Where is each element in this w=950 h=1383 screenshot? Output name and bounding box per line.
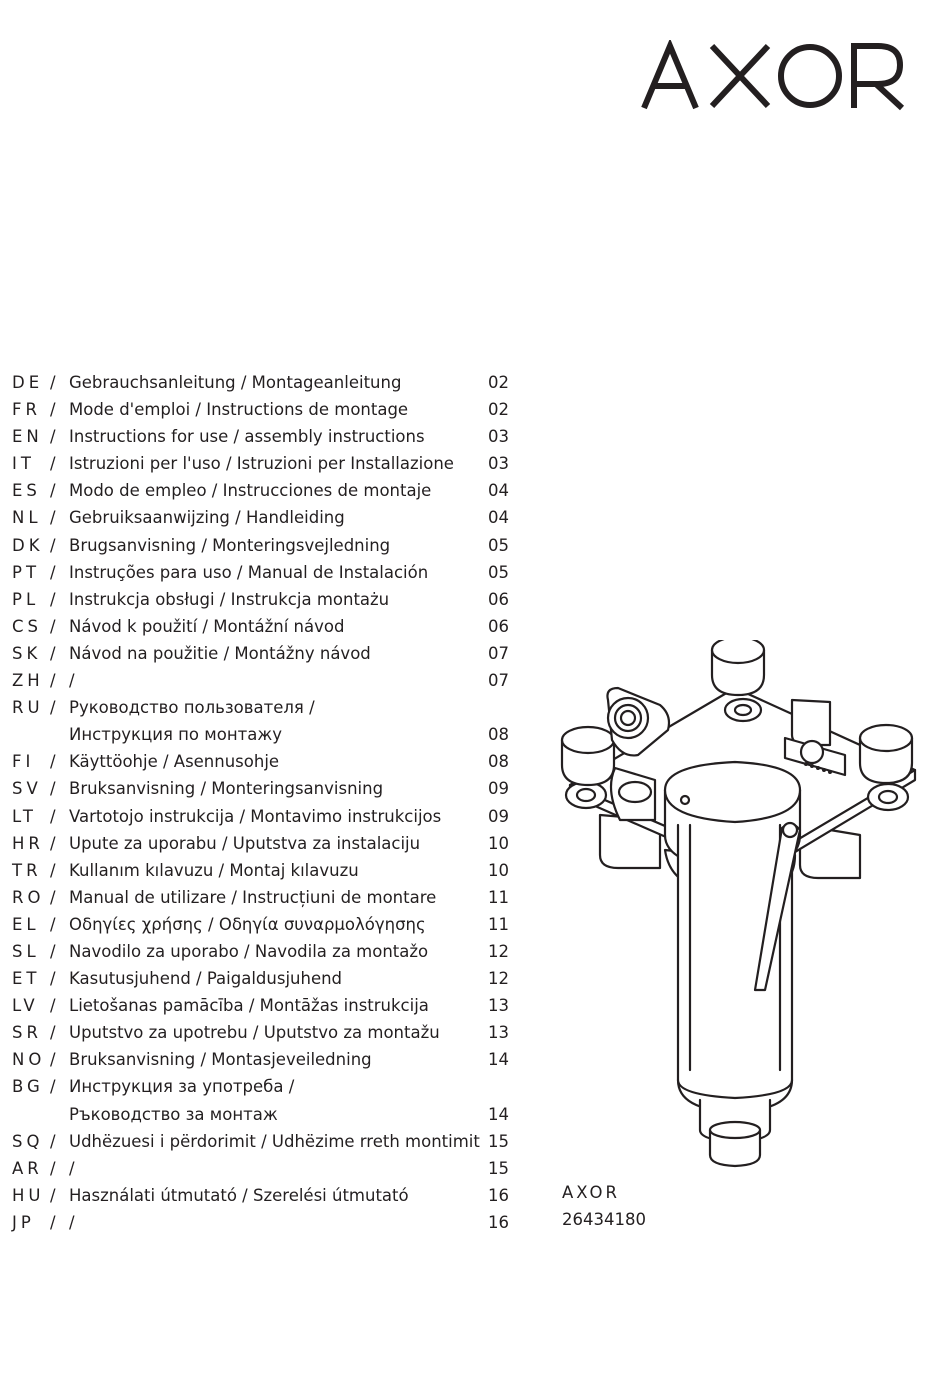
toc-row: [12, 504, 512, 531]
toc-row: [12, 1182, 512, 1209]
toc-separator: /: [50, 400, 56, 420]
toc-separator: /: [50, 454, 56, 474]
toc-title: Vartotojo instrukcija / Montavimo instrukcijos: [69, 806, 442, 826]
toc-separator: /: [50, 969, 56, 989]
toc-title: /: [69, 1212, 75, 1232]
toc-separator: /: [50, 1023, 56, 1043]
toc-row: [12, 857, 512, 884]
toc-separator: /: [50, 779, 56, 799]
toc-row: [12, 423, 512, 450]
toc-page-number: 06: [488, 589, 509, 609]
language-index: [12, 369, 512, 1236]
toc-separator: /: [50, 373, 56, 392]
toc-page-number: 14: [488, 1050, 509, 1070]
toc-title: Käyttöohje / Asennusohje: [69, 752, 280, 772]
toc-page-number: 15: [488, 1158, 509, 1178]
toc-language-code: ET: [12, 969, 41, 989]
toc-language-code: ES: [12, 481, 41, 501]
toc-separator: /: [50, 535, 56, 555]
toc-row: [12, 559, 512, 586]
toc-row: [12, 613, 512, 640]
toc-title: Ръководство за монтаж: [69, 1104, 278, 1124]
toc-page-number: 09: [488, 779, 509, 799]
toc-page-number: 16: [488, 1212, 509, 1232]
toc-separator: /: [50, 589, 56, 609]
toc-page-number: 11: [488, 887, 509, 907]
toc-language-code: SQ: [12, 1131, 44, 1151]
axor-logo: [640, 40, 908, 112]
toc-language-code: TR: [12, 860, 42, 880]
toc-title: Οδηγίες χρήσης / Οδηγία συναρμολόγησης: [69, 914, 426, 934]
toc-title: Uputstvo za upotrebu / Uputstvo za montažu: [69, 1023, 440, 1043]
toc-language-code: RO: [12, 887, 45, 907]
toc-page-number: 14: [488, 1104, 509, 1124]
toc-title: Brugsanvisning / Monteringsvejledning: [69, 535, 391, 555]
toc-row: [12, 884, 512, 911]
toc-separator: /: [50, 833, 56, 853]
toc-row: [12, 1128, 512, 1155]
toc-row: [12, 667, 512, 694]
toc-page-number: 08: [488, 725, 509, 745]
product-number: 26434180: [562, 1210, 646, 1229]
toc-separator: /: [50, 1158, 56, 1178]
toc-separator: /: [50, 427, 56, 447]
toc-title: Návod k použití / Montážní návod: [69, 616, 345, 636]
toc-language-code: PT: [12, 562, 41, 582]
toc-row: [12, 369, 512, 396]
toc-separator: /: [50, 914, 56, 934]
toc-language-code: JP: [12, 1212, 35, 1232]
toc-title: Navodilo za uporabo / Navodila za montažo: [69, 941, 429, 961]
product-brand: AXOR: [562, 1183, 620, 1202]
toc-separator: /: [50, 508, 56, 528]
toc-row: [12, 775, 512, 802]
toc-title: Kullanım kılavuzu / Montaj kılavuzu: [69, 860, 359, 880]
toc-separator: /: [50, 1212, 56, 1232]
product-info: [562, 1179, 646, 1233]
toc-row: [12, 1209, 512, 1236]
toc-title: Mode d'emploi / Instructions de montage: [69, 400, 409, 420]
toc-page-number: 10: [488, 833, 509, 853]
toc-page-number: 09: [488, 806, 509, 826]
toc-language-code: LT: [12, 806, 37, 826]
toc-language-code: IT: [12, 454, 35, 474]
toc-title: Istruzioni per l'uso / Istruzioni per Installazione: [69, 454, 454, 474]
toc-separator: /: [50, 643, 56, 663]
toc-separator: /: [50, 1050, 56, 1070]
toc-row: [12, 965, 512, 992]
toc-page-number: 08: [488, 752, 509, 772]
toc-page-number: 03: [488, 427, 509, 447]
toc-language-code: HU: [12, 1185, 45, 1205]
toc-page-number: 15: [488, 1131, 509, 1151]
toc-title: Modo de empleo / Instrucciones de montaje: [69, 481, 432, 501]
toc-separator: /: [50, 562, 56, 582]
toc-language-code: DK: [12, 535, 44, 555]
toc-language-code: BG: [12, 1077, 44, 1097]
toc-separator: /: [50, 698, 56, 718]
toc-separator: /: [50, 996, 56, 1016]
toc-title: /: [69, 671, 75, 691]
toc-language-code: CS: [12, 616, 42, 636]
toc-row: [12, 694, 512, 721]
toc-page-number: 03: [488, 454, 509, 474]
toc-row: [12, 396, 512, 423]
toc-title: Instruções para uso / Manual de Instalación: [69, 562, 429, 582]
toc-title: Upute za uporabu / Uputstva za instalaciju: [69, 833, 421, 853]
toc-separator: /: [50, 671, 56, 691]
toc-language-code: FI: [12, 752, 35, 772]
toc-page-number: 05: [488, 562, 509, 582]
toc-separator: /: [50, 860, 56, 880]
toc-page-number: 04: [488, 481, 509, 501]
toc-row: [12, 748, 512, 775]
toc-language-code: SV: [12, 779, 42, 799]
toc-separator: /: [50, 941, 56, 961]
toc-title: Lietošanas pamācība / Montāžas instrukcija: [69, 996, 429, 1016]
toc-separator: /: [50, 481, 56, 501]
toc-page-number: 02: [488, 373, 509, 392]
toc-separator: /: [50, 1131, 56, 1151]
toc-title: Gebruiksaanwijzing / Handleiding: [69, 508, 345, 528]
toc-row: [12, 477, 512, 504]
toc-title: Инструкция по монтажу: [69, 725, 282, 745]
toc-title: Gebrauchsanleitung / Montageanleitung: [69, 373, 402, 392]
toc-page-number: 11: [488, 914, 509, 934]
toc-title: Kasutusjuhend / Paigaldusjuhend: [69, 969, 343, 989]
toc-language-code: PL: [12, 589, 40, 609]
toc-page-number: 13: [488, 996, 509, 1016]
toc-language-code: SR: [12, 1023, 42, 1043]
toc-page-number: 07: [488, 643, 509, 663]
toc-language-code: NO: [12, 1050, 46, 1070]
toc-separator: /: [50, 752, 56, 772]
toc-title: Használati útmutató / Szerelési útmutató: [69, 1185, 409, 1205]
toc-title: Manual de utilizare / Instrucțiuni de montare: [69, 887, 437, 907]
toc-language-code: ZH: [12, 671, 44, 691]
toc-title: Instrukcja obsługi / Instrukcja montażu: [69, 589, 390, 609]
toc-row: [12, 992, 512, 1019]
toc-title: Bruksanvisning / Monteringsanvisning: [69, 779, 384, 799]
toc-row: [12, 938, 512, 965]
toc-language-code: DE: [12, 373, 44, 392]
toc-row: [12, 586, 512, 613]
toc-separator: /: [50, 806, 56, 826]
toc-page-number: 13: [488, 1023, 509, 1043]
toc-title: Руководство пользователя /: [69, 698, 315, 718]
toc-row: [12, 450, 512, 477]
toc-title: Návod na použitie / Montážny návod: [69, 643, 371, 663]
toc-page-number: 05: [488, 535, 509, 555]
product-drawing: [560, 640, 925, 1170]
toc-row: [12, 532, 512, 559]
toc-language-code: SL: [12, 941, 40, 961]
toc-row: [12, 803, 512, 830]
toc-language-code: NL: [12, 508, 42, 528]
toc-title: Udhëzuesi i përdorimit / Udhëzime rreth montimit: [69, 1131, 480, 1151]
toc-separator: /: [50, 1077, 56, 1097]
toc-page-number: 07: [488, 671, 509, 691]
toc-row: [12, 1046, 512, 1073]
toc-language-code: HR: [12, 833, 44, 853]
toc-row: [12, 721, 512, 748]
toc-language-code: SK: [12, 643, 42, 663]
toc-language-code: EN: [12, 427, 43, 447]
toc-row: [12, 1155, 512, 1182]
toc-row: [12, 640, 512, 667]
toc-separator: /: [50, 887, 56, 907]
toc-page-number: 12: [488, 969, 509, 989]
toc-row: [12, 911, 512, 938]
toc-language-code: AR: [12, 1158, 43, 1178]
toc-page-number: 04: [488, 508, 509, 528]
toc-page-number: 06: [488, 616, 509, 636]
toc-row: [12, 1019, 512, 1046]
toc-title: /: [69, 1158, 75, 1178]
toc-separator: /: [50, 1185, 56, 1205]
toc-title: Instructions for use / assembly instructions: [69, 427, 425, 447]
toc-separator: /: [50, 616, 56, 636]
toc-row: [12, 1073, 512, 1100]
toc-title: Инструкция за употреба /: [69, 1077, 295, 1097]
toc-page-number: 16: [488, 1185, 509, 1205]
toc-page-number: 10: [488, 860, 509, 880]
toc-title: Bruksanvisning / Montasjeveiledning: [69, 1050, 372, 1070]
toc-row: [12, 830, 512, 857]
toc-language-code: LV: [12, 996, 39, 1016]
toc-language-code: RU: [12, 698, 44, 718]
toc-row: [12, 1101, 512, 1128]
toc-page-number: 02: [488, 400, 509, 420]
toc-page-number: 12: [488, 941, 509, 961]
toc-language-code: EL: [12, 914, 40, 934]
toc-language-code: FR: [12, 400, 41, 420]
